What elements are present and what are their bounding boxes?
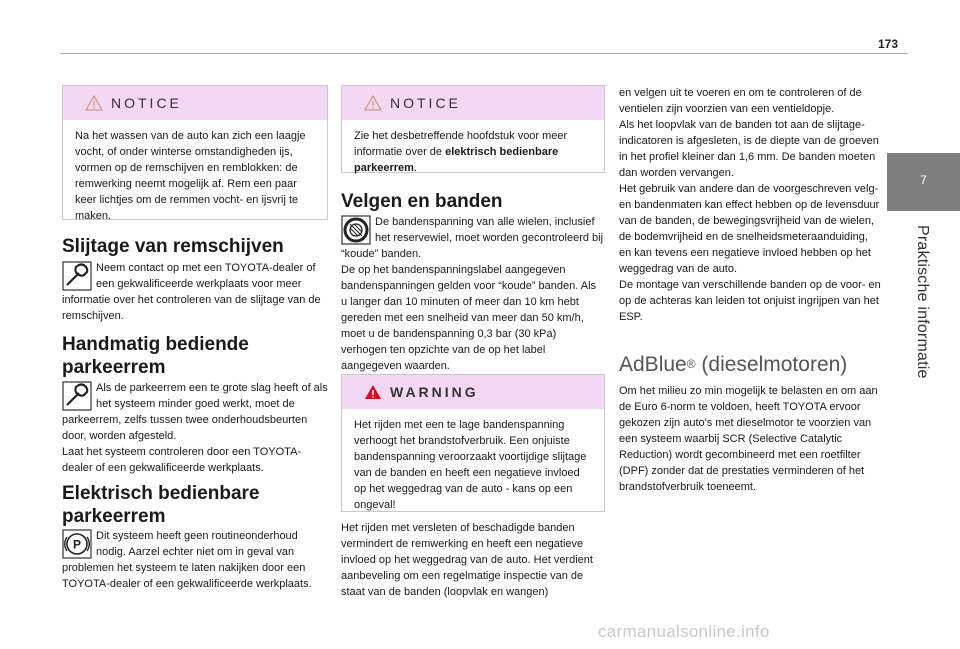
notice-box-2 xyxy=(341,85,605,173)
warning-box xyxy=(341,374,605,512)
text-worn-tyres: Het rijden met versleten of beschadigde banden vermindert de remwerking en heeft een negatieve invloed op het weggedrag van de auto. Het verdient aanbeveling om een regelmatige inspectie van de staat van de banden (loopvlak en wangen) xyxy=(341,522,593,598)
heading-velgen: Velgen en banden xyxy=(341,191,503,212)
watermark: carmanualsonline.info xyxy=(598,622,770,641)
text-col3-2: Als het loopvlak van de banden tot aan de slijtage-indicatoren is afgesleten, is de diepte van de groeven in het profiel kleiner dan 1,6 mm. De banden moeten dan worden vervangen. xyxy=(619,119,879,179)
notice-box xyxy=(62,85,328,220)
notice2-text-start: Zie het desbetreffende hoofdstuk voor meer informatie over de xyxy=(354,130,568,158)
chapter-number: 7 xyxy=(920,173,927,187)
heading-adblue xyxy=(619,352,847,378)
chapter-label: Praktische informatie xyxy=(914,225,931,379)
notice-text: Na het wassen van de auto kan zich een laagje vocht, of onder winterse omstandigheden ijs, vormen op de remschijven en remblokken: de remwerking neemt mogelijk af. Rem een paar keer lichtjes om de remmen vocht- en ijsvrij te maken. xyxy=(75,130,306,222)
text-velgen-2: De op het bandenspanningslabel aangegeven bandenspanningen gelden voor “koude” banden. Als u langer dan 10 minuten of meer dan 10 km hebt gereden met een snelheid van meer dan 50 km/h, moet u de bandenspanning 0,3 bar (30 kPa) verhogen ten opzichte van de op het label aangegeven waarden. xyxy=(341,264,597,372)
header-rule xyxy=(60,53,908,54)
section-elektrisch xyxy=(62,528,330,592)
warning-text: Het rijden met een te lage bandenspanning verhoogt het brandstofverbruik. Een onjuiste bandenspanning veroorzaakt voortijdige slijtage van de banden en heeft een negatieve invloed op het weggedrag van de auto - kans op een ongeval! xyxy=(354,419,587,511)
notice2-text-end: . xyxy=(413,162,417,174)
text-col3-4: De montage van verschillende banden op de voor- en op de achteras kan leiden tot onjuist ingrijpen van het ESP. xyxy=(619,279,881,323)
text-elektrisch: Dit systeem heeft geen routineonderhoud nodig. Aarzel echter niet om in geval van problemen het systeem te laten nakijken door een TOYOTA-dealer of een gekwalificeerde werkplaats. xyxy=(62,530,312,590)
heading-handmatig: Handmatig bediende parkeerrem xyxy=(62,334,249,378)
heading-elektrisch: Elektrisch bedienbare parkeerrem xyxy=(62,483,260,527)
warning-header xyxy=(342,375,604,409)
section-tyre-inspection xyxy=(619,85,881,325)
service-wrench-icon xyxy=(62,381,92,411)
caution-triangle-icon xyxy=(85,95,103,111)
adblue-registered-mark: ® xyxy=(686,357,696,371)
notice-header xyxy=(63,86,327,120)
svg-text:P: P xyxy=(72,537,82,552)
service-wrench-icon xyxy=(62,261,92,291)
page-number: 173 xyxy=(878,37,899,51)
text-slijtage: Neem contact op met een TOYOTA-dealer of een gekwalificeerde werkplaats voor meer informatie over het controleren van de slijtage van de remschijven. xyxy=(62,262,321,322)
text-col3-1: en velgen uit te voeren en om te controleren of de ventielen zijn voorzien van een ventieldopje. xyxy=(619,87,862,115)
notice2-text-bold: elektrisch bedienbare parkeerrem xyxy=(354,146,559,174)
heading-slijtage: Slijtage van remschijven xyxy=(62,236,284,257)
notice-title: NOTICE xyxy=(111,95,182,111)
caution-triangle-icon xyxy=(364,95,382,111)
text-velgen-1: De bandenspanning van alle wielen, inclusief het reservewiel, moet worden gecontroleerd bij “koude” banden. xyxy=(341,216,604,260)
notice-text-2 xyxy=(342,120,604,186)
text-col3-3: Het gebruik van andere dan de voorgeschreven velg- en bandenmaten kan effect hebben op de levensduur van de banden, de bewegingsvrijheid van de wielen, de bodemvrijheid en de snelheidsmeteraanduiding, en kan tevens een negatieve invloed hebben op het weggedrag van de auto. xyxy=(619,183,880,275)
tyre-icon xyxy=(341,215,371,245)
section-velgen xyxy=(341,214,605,374)
chapter-tab[interactable] xyxy=(887,153,960,211)
text-adblue: Om het milieu zo min mogelijk te belasten en om aan de Euro 6-norm te voldoen, heeft TOYOTA ervoor gekozen zijn auto's met dieselmotor te voorzien van een systeem waarbij SCR (Selective Catalytic Reduction) wordt gecombineerd met een roetfilter (DPF) zonder dat de prestaties verminderen of het brandstofverbruik toeneemt. xyxy=(619,385,878,493)
text-handmatig-1: Als de parkeerrem een te grote slag heeft of als het systeem minder goed werkt, moet de parkeerrem, zelfs tussen twee onderhoudsbeurten door, worden afgesteld. xyxy=(62,382,328,442)
notice-title-2: NOTICE xyxy=(390,95,461,111)
notice-header-2 xyxy=(342,86,604,120)
parking-brake-icon xyxy=(62,529,92,559)
warning-title: WARNING xyxy=(390,384,479,400)
section-slijtage xyxy=(62,260,330,324)
section-handmatig xyxy=(62,380,330,476)
adblue-title: AdBlue xyxy=(619,353,687,376)
text-handmatig-2: Laat het systeem controleren door een TOYOTA-dealer of een gekwalificeerde werkplaats. xyxy=(62,446,302,474)
adblue-title-suffix: (dieselmotoren) xyxy=(695,353,848,376)
warning-triangle-icon xyxy=(364,384,382,400)
